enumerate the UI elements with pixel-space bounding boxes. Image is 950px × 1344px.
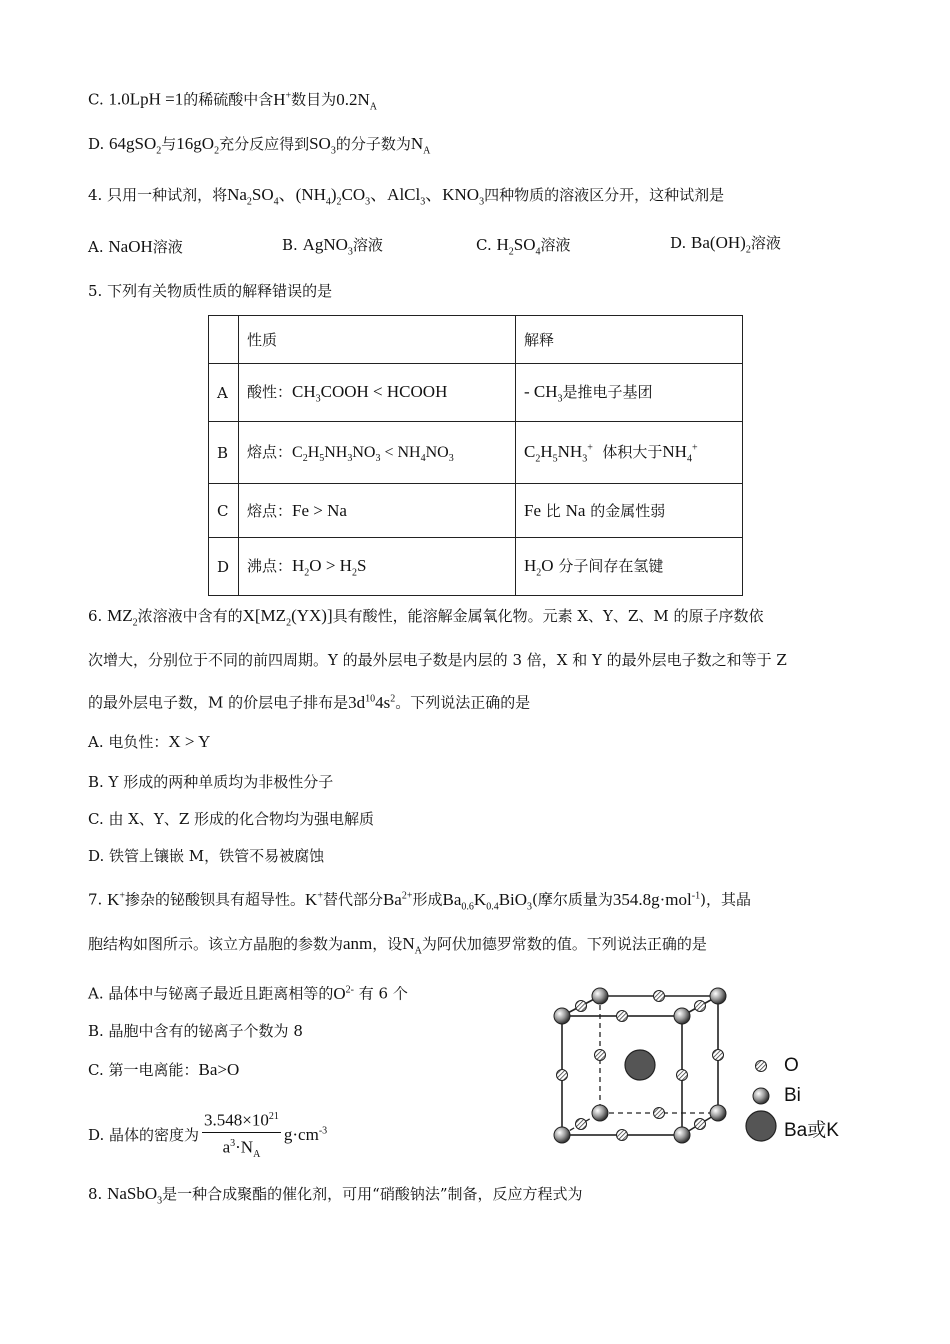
q4-option-d: D. $Ba(OH)_2$溶液 (670, 233, 781, 256)
density-fraction: $\frac{3.548\times 10^{21}}{a^3\cdot N_A}$ (202, 1106, 281, 1166)
q7-stem-line1: 7. K+掺杂的铋酸钡具有超导性。K+替代部分$Ba^{2+}$形成$Ba_{0.6}K_{0.4}BiO_3$(摩尔质量为354.8g·mol$^{-1}$)，其晶 (88, 889, 751, 913)
legend-symbols (746, 1061, 776, 1142)
legend-label-bak: Ba或K (784, 1120, 839, 1141)
q7-option-a: A. 晶体中与铋离子最近且距离相等的$O^{2-}$ 有 6 个 (88, 983, 408, 1003)
q7-option-b: B. 晶胞中含有的铋离子个数为 8 (88, 1022, 303, 1040)
table-header-row (209, 316, 743, 364)
legend-bak-symbol (746, 1111, 776, 1141)
q7-stem-line2: 胞结构如图所示。该立方晶胞的参数为anm，设$N_A$为阿伏加德罗常数的值。下列说法正确的是 (88, 934, 707, 957)
q6-option-c: C. 由 X、Y、Z 形成的化合物均为强电解质 (88, 810, 375, 828)
table-row: D 沸点：$H_2O > H_2S$ $H_2O$ 分子间存在氢键 (209, 538, 743, 596)
q6-option-d: D. 铁管上镶嵌 M，铁管不易被腐蚀 (88, 847, 325, 865)
q3-option-d: D. 64gSO$_2$与$16gO_2$充分反应得到$SO_3$的分子数为$N_A$ (88, 134, 431, 157)
q8-stem: 8. NaSbO$_3$是一种合成聚酯的催化剂，可用“硝酸钠法”制备，反应方程式为 (88, 1184, 583, 1207)
q4-option-b: B. AgNO$_3$溶液 (282, 235, 383, 258)
q7-option-d: D. 晶体的密度为 $\frac{3.548\times 10^{21}}{a^3\cdot N_A}$ $g\cdot cm^{-3}$ (88, 1106, 327, 1166)
header-property: 性质 (239, 316, 516, 364)
q6-stem-line2: 次增大，分别位于不同的前四周期。Y 的最外层电子数是内层的 3 倍，X 和 Y 的最外层电子数之和等于 Z (88, 651, 787, 669)
q6-option-a: A. 电负性：X > Y (88, 732, 211, 751)
ba-k-atom (625, 1050, 655, 1080)
legend-label-o: O (784, 1055, 799, 1076)
q3-option-c: C. 1.0LpH =1的稀硫酸中含H+数目为$0.2N_A$ (88, 89, 377, 113)
table-row: B 熔点：$C_2H_5NH_3NO_3 < NH_4NO_3$ $C_2H_5NH_3^+$ 体积大于$NH_4^+$ (209, 422, 743, 484)
crystal-cell-diagram (540, 980, 920, 1150)
q6-stem-line3: 的最外层电子数，M 的价层电子排布是$3d^{10}4s^2$。下列说法正确的是 (88, 692, 531, 712)
q6-stem-line1: 6. $MZ_2$浓溶液中含有的$X[MZ_2(YX)]$具有酸性，能溶解金属氧化物。元素 X、Y、Z、M 的原子序数依 (88, 606, 764, 629)
legend-label-bi: Bi (784, 1085, 801, 1106)
q5-stem: 5. 下列有关物质性质的解释错误的是 (88, 282, 333, 300)
q4-stem: 4. 只用一种试剂，将$Na_2SO_4$、$(NH_4)_2CO_3$、AlCl$_3$、$KNO_3$四种物质的溶液区分开，这种试剂是 (88, 185, 725, 208)
q4-option-c: C. $H_2SO_4$溶液 (476, 235, 571, 258)
q5-table (208, 315, 743, 596)
q4-option-a: A. NaOH溶液 (88, 237, 183, 256)
header-explanation: 解释 (516, 316, 743, 364)
table-row: C 熔点：Fe > Na Fe 比 Na 的金属性弱 (209, 484, 743, 538)
table-row: A 酸性：$CH_3COOH$ < HCOOH - $CH_3$是推电子基团 (209, 364, 743, 422)
q6-option-b: B. Y 形成的两种单质均为非极性分子 (88, 773, 334, 791)
legend-bi-symbol (753, 1088, 769, 1104)
q7-option-c: C. 第一电离能：Ba>O (88, 1060, 240, 1079)
legend-o-symbol (756, 1061, 767, 1072)
